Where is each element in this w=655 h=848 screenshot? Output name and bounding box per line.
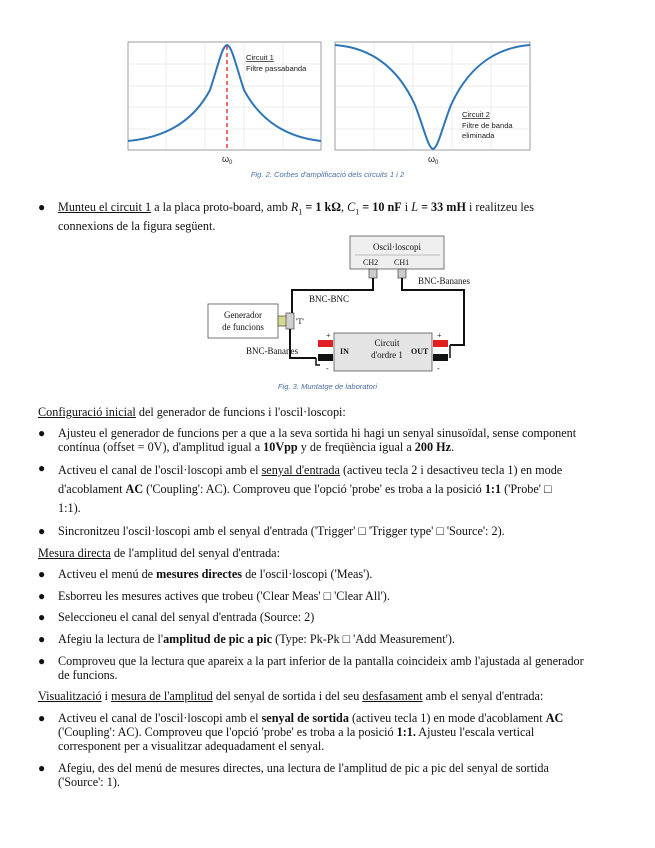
out-label: OUT (411, 347, 429, 356)
config-bullet-1: Ajusteu el generador de funcions per a que a la seva sortida hi hagi un senyal sinusoïdal, sense component contínua (offset = 0V), d'amplitud igual a 10Vpp y de freqüència igual a 200 Hz. (58, 426, 577, 454)
direct-bullet-5: Comproveu que la lectura que apareix a la part inferior de la pantalla coincideix amb l'ajustada al generador de funcions. (58, 654, 584, 682)
bnc-bnc-label: BNC-BNC (309, 294, 350, 304)
right-axis-omega: ω (428, 154, 436, 164)
bullet-dot: ● (38, 632, 46, 646)
out-minus: - (437, 364, 440, 373)
bullet-dot: ● (38, 461, 46, 475)
right-plot-label-1: Circuit 2 (462, 110, 490, 119)
figure-2-plots (0, 0, 655, 175)
config-bullet-3: Sincronitzeu l'oscil·loscopi amb el senyal d'entrada ('Trigger' □ 'Trigger type' □ 'Source': 2). (58, 524, 505, 538)
figure-3-diagram (0, 230, 655, 380)
t-label: 'T' (296, 317, 304, 326)
direct-heading: Mesura directa de l'amplitud del senyal d'entrada: (38, 546, 280, 560)
bullet-dot: ● (38, 711, 46, 725)
generator-label-1: Generador (224, 310, 262, 320)
visual-bullet-2: Afegiu, des del menú de mesures directes, una lectura de l'amplitud de pic a pic del senyal de sortida ('Source': 1). (58, 761, 549, 789)
direct-bullet-4: Afegiu la lectura de l'amplitud de pic a pic (Type: Pk-Pk □ 'Add Measurement'). (58, 632, 455, 646)
direct-bullet-3: Seleccioneu el canal del senyal d'entrada (Source: 2) (58, 610, 315, 624)
in-label: IN (340, 347, 349, 356)
circuit-label-2: d'ordre 1 (371, 350, 403, 360)
bnc-bananes-bottom-label: BNC-Bananes (246, 346, 298, 356)
figure-3-caption: Fig. 3. Muntatge de laboratori (277, 382, 378, 391)
visual-heading: Visualització i mesura de l'amplitud del senyal de sortida i del seu desfasament amb el senyal d'entrada: (38, 689, 544, 703)
ch1-label: CH1 (394, 258, 410, 267)
left-plot-label-2: Filtre passabanda (246, 64, 307, 73)
bullet-dot: ● (38, 567, 46, 581)
left-axis-omega: ω (222, 154, 230, 164)
left-axis-omega-sub: 0 (229, 160, 233, 166)
left-plot-label-1: Circuit 1 (246, 53, 274, 62)
right-plot-label-3: eliminada (462, 131, 495, 140)
bullet-dot: ● (38, 654, 46, 668)
mount-circuit-link: Munteu el circuit 1 (58, 200, 152, 214)
right-plot-label-2: Filtre de banda (462, 121, 513, 130)
bullet-dot: ● (38, 426, 46, 440)
bullet-dot: ● (38, 524, 46, 538)
config-bullet-2: Activeu el canal de l'oscil·loscopi amb el senyal d'entrada (activeu tecla 2 i desactiveu tecla 1) en mode d'acoblament AC ('Coupling': AC). Comproveu que l'opció 'probe' es troba a la posició 1:1 ('Probe' □ 1:1). (58, 463, 563, 515)
oscilloscope-title: Oscil·loscopi (373, 242, 421, 252)
in-minus: - (326, 364, 329, 373)
direct-bullet-2: Esborreu les mesures actives que trobeu ('Clear Meas' □ 'Clear All'). (58, 589, 390, 603)
right-plot-frame (335, 42, 530, 150)
circuit-label-1: Circuit (374, 338, 400, 348)
figure-2-caption: Fig. 2. Corbes d'amplificació dels circuits 1 i 2 (250, 170, 405, 179)
out-plus: + (437, 331, 442, 340)
bullet-dot: ● (38, 589, 46, 603)
bullet-dot: ● (38, 200, 46, 214)
ch2-label: CH2 (363, 258, 379, 267)
bullet-dot: ● (38, 610, 46, 624)
right-axis-omega-sub: 0 (435, 160, 439, 166)
generator-label-2: de funcions (222, 322, 264, 332)
bnc-bananes-top-label: BNC-Bananes (418, 276, 470, 286)
intro-bullet: Munteu el circuit 1 a la placa proto-board, amb $R_1 = 1$ kΩ, $C_1 = 10$ nF i L = 33 mH i realitzeu les connexions de la figura següent. (58, 200, 534, 234)
visual-bullet-1: Activeu el canal de l'oscil·loscopi amb el senyal de sortida (activeu tecla 1) en mode d'acoblament AC ('Coupling': AC). Comproveu que l'opció 'probe' es troba a la posició 1:1. Ajusteu l'escala vertical corresponent per a visualitzar adequadament el senyal. (58, 711, 564, 753)
config-heading: Configuració inicial del generador de funcions i l'oscil·loscopi: (38, 405, 346, 419)
in-plus: + (326, 331, 331, 340)
bullet-dot: ● (38, 761, 46, 775)
direct-bullet-1: Activeu el menú de mesures directes de l'oscil·loscopi ('Meas'). (58, 567, 373, 581)
